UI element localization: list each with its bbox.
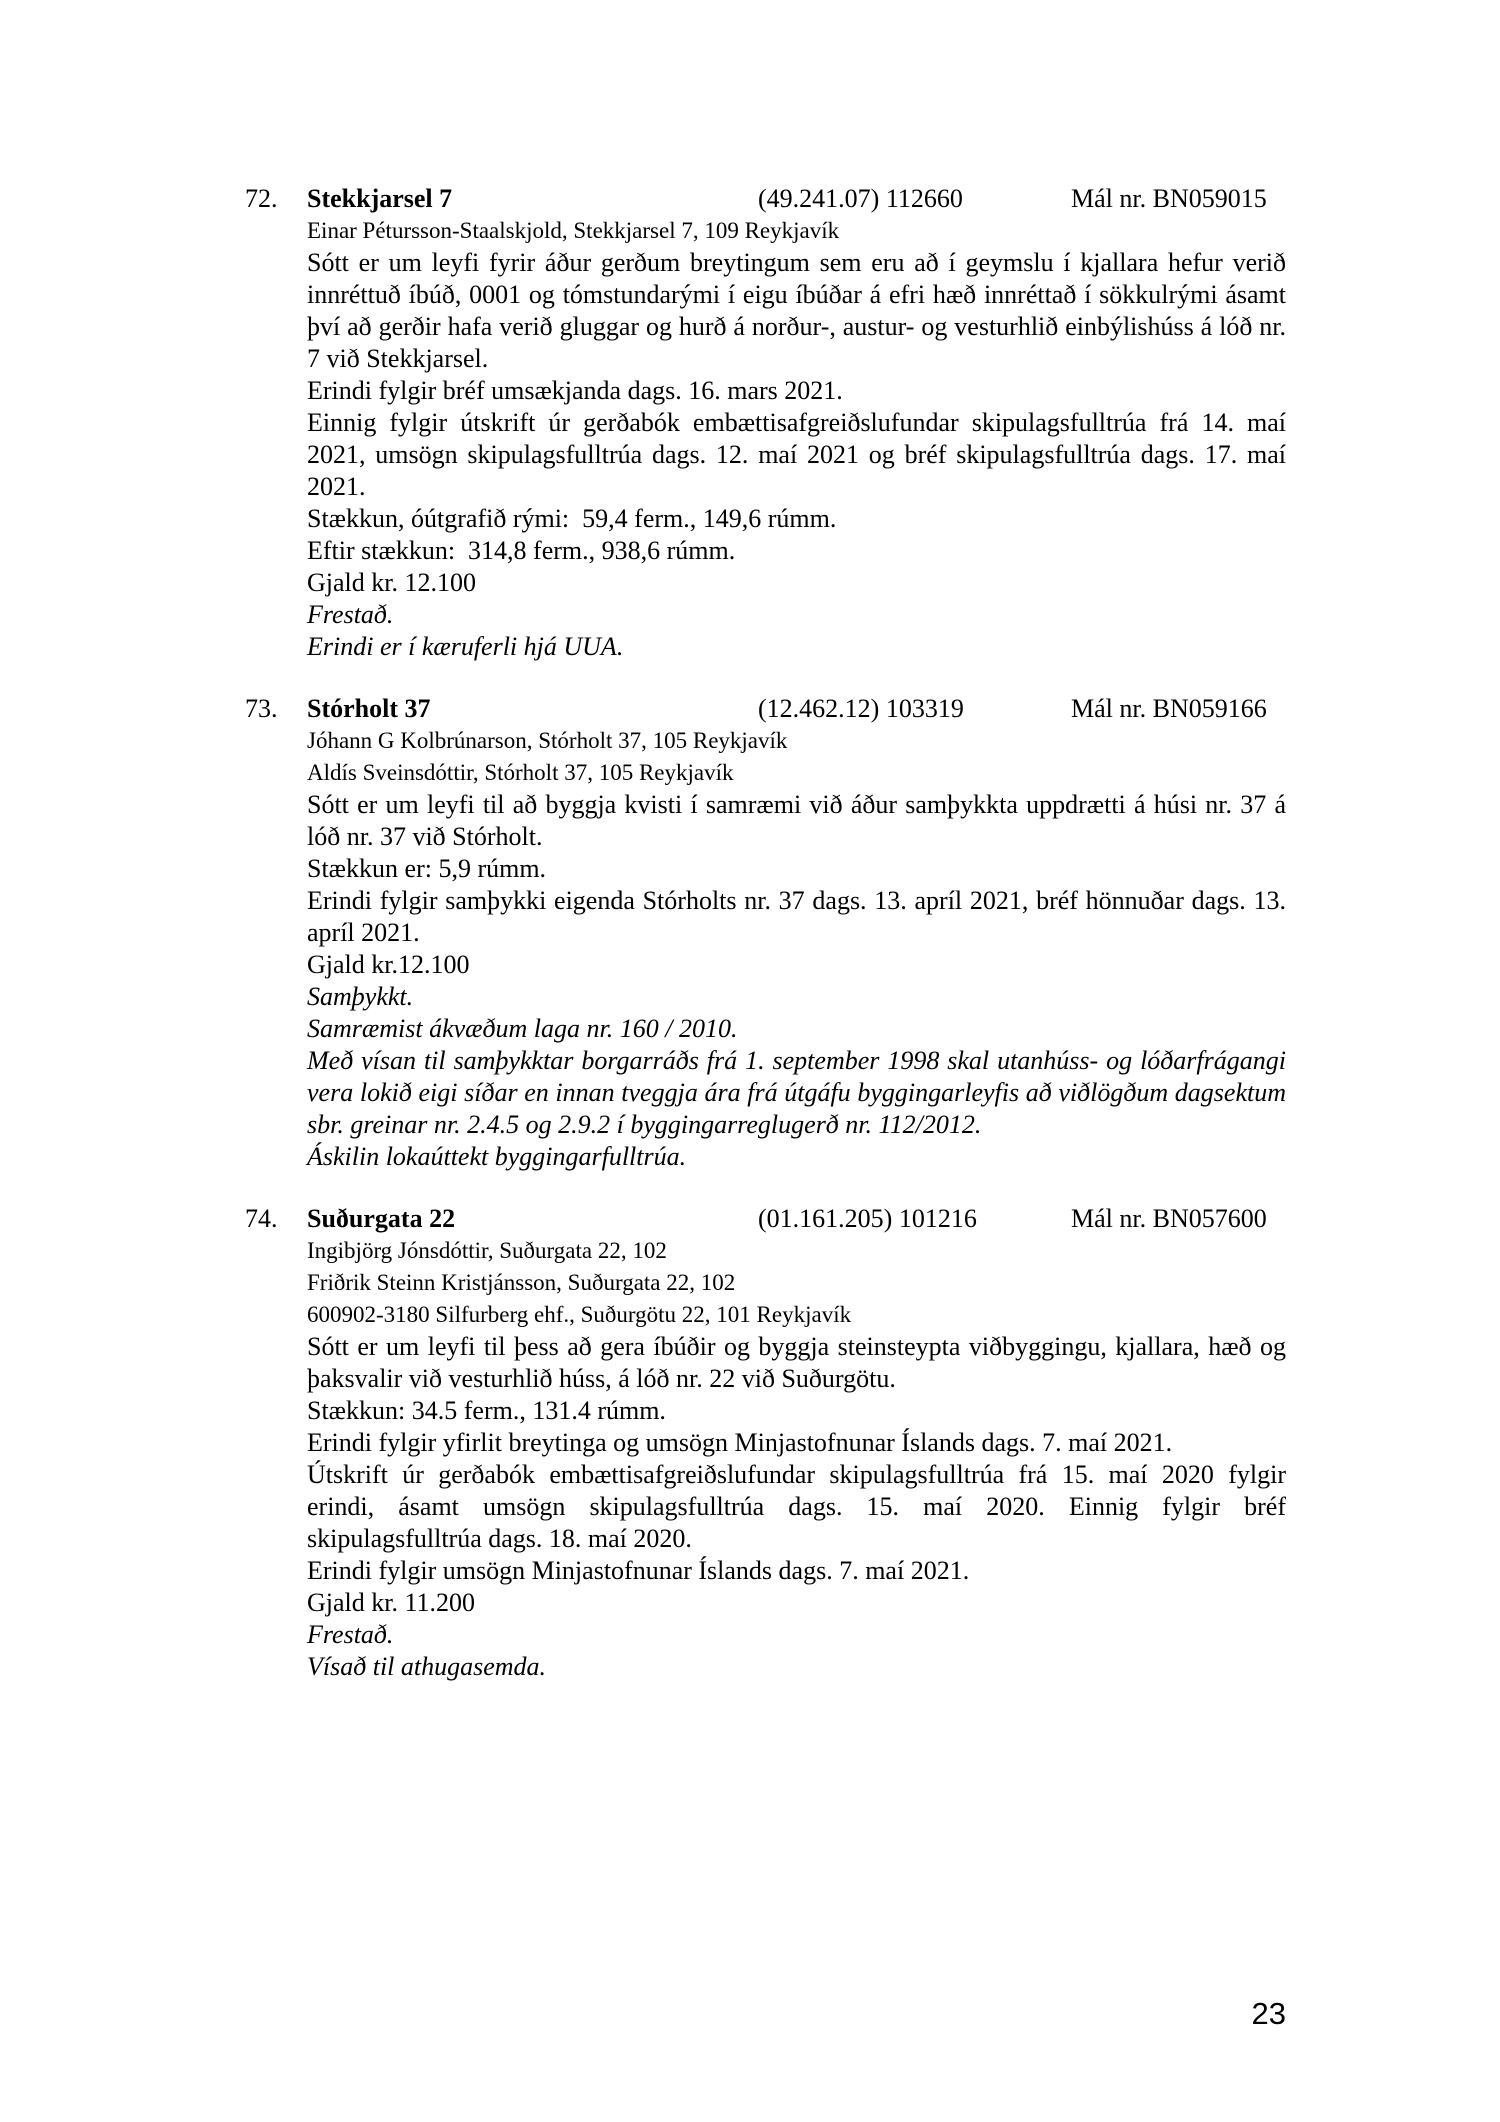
item-paragraph: Erindi fylgir yfirlit breytinga og umsögn Minjastofnunar Íslands dags. 7. maí 2021. bbox=[307, 1428, 1173, 1457]
item-paragraph: Erindi fylgir bréf umsækjanda dags. 16. mars 2021. bbox=[307, 376, 843, 405]
item-paragraph: Samræmist ákvæðum laga nr. 160 / 2010. bbox=[307, 1014, 738, 1043]
item-body bbox=[307, 725, 1286, 1173]
item-header bbox=[245, 693, 1286, 725]
item-reference: (01.161.205) 101216 bbox=[758, 1204, 977, 1233]
item-body bbox=[307, 1235, 1286, 1683]
agenda-item bbox=[245, 183, 1286, 663]
item-number: 74. bbox=[245, 1204, 278, 1233]
item-header bbox=[245, 183, 1286, 215]
item-reference: (12.462.12) 103319 bbox=[758, 694, 964, 723]
agenda-item bbox=[245, 1203, 1286, 1683]
item-paragraph: Gjald kr. 12.100 bbox=[307, 568, 476, 597]
item-case-number: Mál nr. BN059166 bbox=[1071, 694, 1267, 723]
item-paragraph: Einnig fylgir útskrift úr gerðabók embættisafgreiðslufundar skipulagsfulltrúa frá 14. maí 2021, umsögn skipulagsfulltrúa dags. 12. maí 2021 og bréf skipulagsfulltrúa dags. 17. maí 2021. bbox=[307, 408, 1286, 501]
item-paragraph: Sótt er um leyfi til að byggja kvisti í samræmi við áður samþykkta uppdrætti á húsi nr. 37 á lóð nr. 37 við Stórholt. bbox=[307, 790, 1286, 851]
item-paragraph: 600902-3180 Silfurberg ehf., Suðurgötu 22, 101 Reykjavík bbox=[307, 1302, 852, 1327]
item-paragraph: Jóhann G Kolbrúnarson, Stórholt 37, 105 Reykjavík bbox=[307, 728, 788, 753]
item-number: 72. bbox=[245, 184, 278, 213]
item-case-number: Mál nr. BN057600 bbox=[1071, 1204, 1267, 1233]
item-paragraph: Sótt er um leyfi til þess að gera íbúðir og byggja steinsteypta viðbyggingu, kjallara, hæð og þaksvalir við vesturhlið húss, á lóð nr. 22 við Suðurgötu. bbox=[307, 1332, 1286, 1393]
item-paragraph: Vísað til athugasemda. bbox=[307, 1652, 547, 1681]
item-title: Stórholt 37 bbox=[307, 694, 431, 723]
item-reference: (49.241.07) 112660 bbox=[758, 184, 963, 213]
item-paragraph: Erindi fylgir samþykki eigenda Stórholts nr. 37 dags. 13. apríl 2021, bréf hönnuðar dags. 13. apríl 2021. bbox=[307, 886, 1286, 947]
item-paragraph: Ingibjörg Jónsdóttir, Suðurgata 22, 102 bbox=[307, 1238, 667, 1263]
item-paragraph: Erindi er í kæruferli hjá UUA. bbox=[307, 632, 624, 661]
item-paragraph: Stækkun er: 5,9 rúmm. bbox=[307, 854, 547, 883]
page-number: 23 bbox=[1251, 1996, 1286, 2031]
item-paragraph: Frestað. bbox=[307, 1620, 394, 1649]
item-paragraph: Friðrik Steinn Kristjánsson, Suðurgata 22, 102 bbox=[307, 1270, 736, 1295]
item-body bbox=[307, 215, 1286, 663]
item-paragraph: Með vísan til samþykktar borgarráðs frá 1. september 1998 skal utanhúss- og lóðarfrágangi vera lokið eigi síðar en innan tveggja ára frá útgáfu byggingarleyfis að viðlögðum dagsektum sbr. greinar nr. 2.4.5 og 2.9.2 í byggingarreglugerð nr. 112/2012. bbox=[307, 1046, 1286, 1139]
minutes-item-list bbox=[245, 183, 1286, 1713]
item-paragraph: Erindi fylgir umsögn Minjastofnunar Íslands dags. 7. maí 2021. bbox=[307, 1556, 970, 1585]
item-paragraph: Samþykkt. bbox=[307, 982, 414, 1011]
item-case-number: Mál nr. BN059015 bbox=[1071, 184, 1267, 213]
item-paragraph: Útskrift úr gerðabók embættisafgreiðslufundar skipulagsfulltrúa frá 15. maí 2020 fylgir erindi, ásamt umsögn skipulagsfulltrúa dags. 15. maí 2020. Einnig fylgir bréf skipulagsfulltrúa dags. 18. maí 2020. bbox=[307, 1460, 1286, 1553]
agenda-item bbox=[245, 693, 1286, 1173]
item-paragraph: Eftir stækkun: 314,8 ferm., 938,6 rúmm. bbox=[307, 536, 736, 565]
item-paragraph: Stækkun: 34.5 ferm., 131.4 rúmm. bbox=[307, 1396, 666, 1425]
item-paragraph: Frestað. bbox=[307, 600, 394, 629]
item-paragraph: Stækkun, óútgrafið rými: 59,4 ferm., 149,6 rúmm. bbox=[307, 504, 837, 533]
item-paragraph: Aldís Sveinsdóttir, Stórholt 37, 105 Reykjavík bbox=[307, 760, 734, 785]
item-paragraph: Gjald kr. 11.200 bbox=[307, 1588, 476, 1617]
item-paragraph: Sótt er um leyfi fyrir áður gerðum breytingum sem eru að í geymslu í kjallara hefur verið innréttuð íbúð, 0001 og tómstundarými í eigu íbúðar á efri hæð innréttað í sökkulrými ásamt því að gerðir hafa verið gluggar og hurð á norður-, austur- og vesturhlið einbýlishúss á lóð nr. 7 við Stekkjarsel. bbox=[307, 248, 1286, 373]
item-paragraph: Einar Pétursson-Staalskjold, Stekkjarsel 7, 109 Reykjavík bbox=[307, 218, 840, 243]
item-paragraph: Gjald kr.12.100 bbox=[307, 950, 470, 979]
item-paragraph: Áskilin lokaúttekt byggingarfulltrúa. bbox=[307, 1142, 687, 1171]
item-number: 73. bbox=[245, 694, 278, 723]
item-title: Stekkjarsel 7 bbox=[307, 184, 453, 213]
item-title: Suðurgata 22 bbox=[307, 1204, 456, 1233]
item-header bbox=[245, 1203, 1286, 1235]
